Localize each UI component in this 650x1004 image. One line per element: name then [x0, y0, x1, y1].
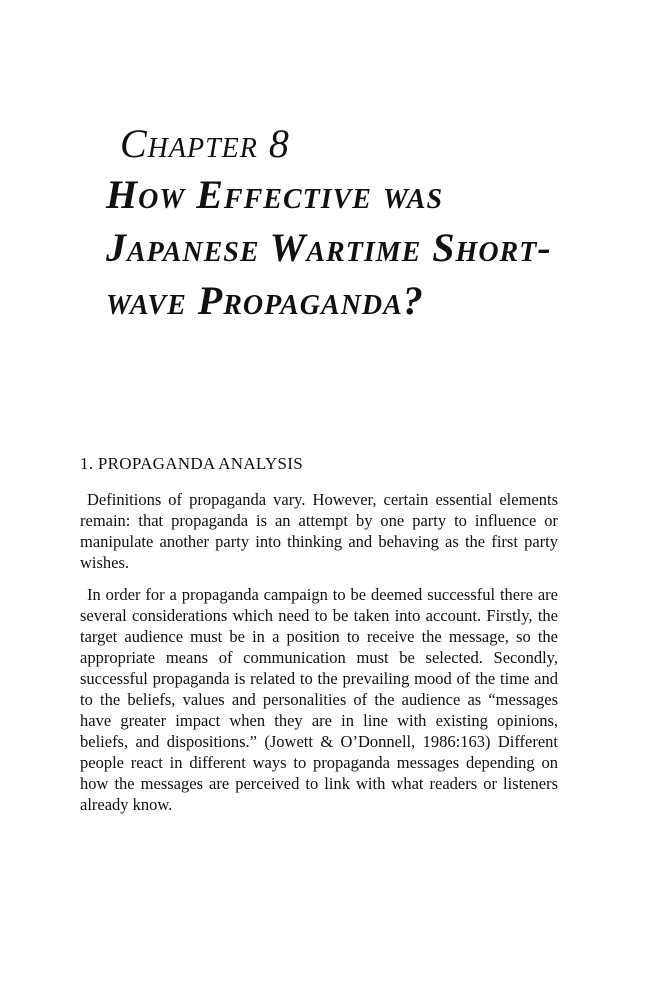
chapter-title-line: Japanese Wartime Short-: [106, 225, 552, 270]
chapter-title: [106, 168, 626, 327]
chapter-title-line: wave Propaganda?: [106, 278, 424, 323]
section-heading: 1. PROPAGANDA ANALYSIS: [80, 454, 303, 473]
paragraph: Definitions of propaganda vary. However, certain essential elements remain: that propaganda is an attempt by one party to influence or manipulate another party into thinking and behaving as the first party wishes.: [80, 490, 558, 572]
body-text: [80, 489, 558, 826]
paragraph: In order for a propaganda campaign to be deemed successful there are several considerations which need to be taken into account. Firstly, the target audience must be in a position to receive the message, so the appropriate means of communication must be selected. Secondly, successful propaganda is related to the prevailing mood of the time and to the beliefs, values and personalities of the audience as “messages have greater impact when they are in line with existing opinions, beliefs, and dispositions.” (Jowett & O’Donnell, 1986:163) Different people react in different ways to propaganda messages depending on how the messages are perceived to link with what readers or listeners already know.: [80, 585, 558, 814]
chapter-label: Chapter 8: [120, 121, 290, 166]
chapter-title-line: How Effective was: [106, 172, 444, 217]
